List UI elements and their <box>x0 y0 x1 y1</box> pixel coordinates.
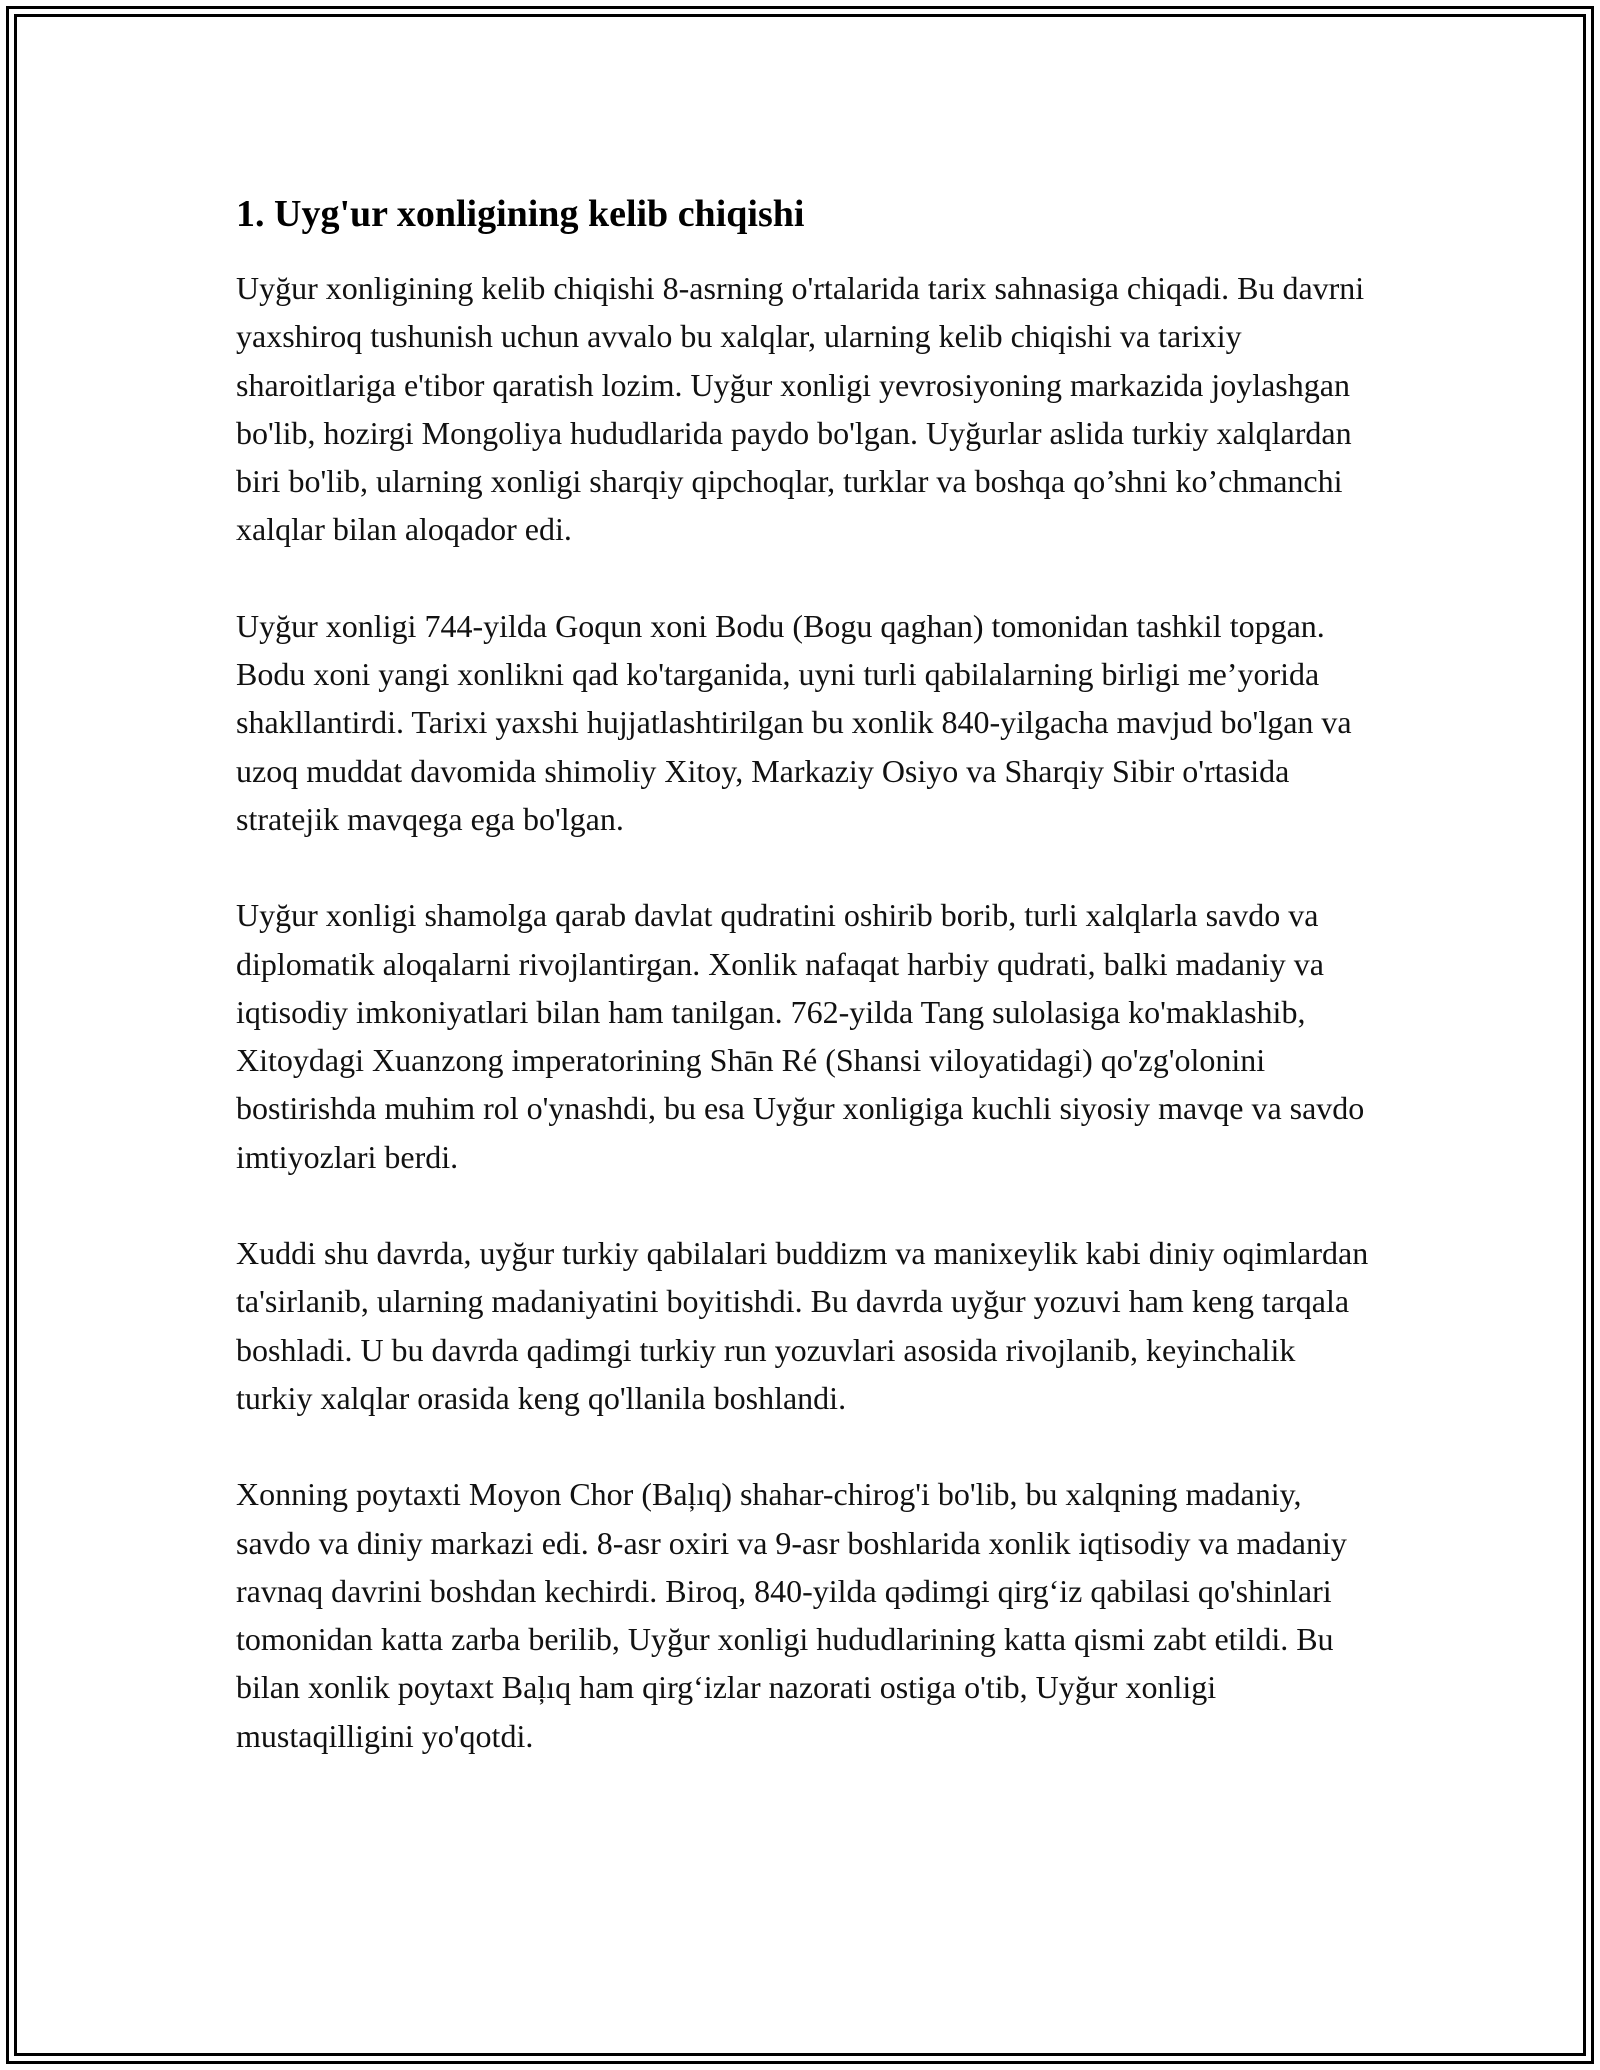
paragraph-1: Uyğur xonligining kelib chiqishi 8-asrning o'rtalarida tarix sahnasiga chiqadi. Bu davrni yaxshiroq tushunish uchun avvalo bu xalqlar, ularning kelib chiqishi va tarixiy sharoitlariga e'tibor qaratish lozim. Uyğur xonligi yevrosiyoning markazida joylashgan bo'lib, hozirgi Mongoliya hududlarida paydo bo'lgan. Uyğurlar aslida turkiy xalqlardan biri bo'lib, ularning xonligi sharqiy qipchoqlar, turklar va boshqa qo’shni ko’chmanchi xalqlar bilan aloqador edi. <box>236 270 1365 548</box>
section-heading: 1. Uyg'ur xonligining kelib chiqishi <box>236 193 805 235</box>
paragraph-5: Xonning poytaxti Moyon Chor (Baļıq) shahar-chirog'i bo'lib, bu xalqning madaniy, savdo va diniy markazi edi. 8-asr oxiri va 9-asr boshlarida xonlik iqtisodiy va madaniy ravnaq davrini boshdan kechirdi. Biroq, 840-yilda qədimgi qirg‘iz qabilasi qo'shinlari tomonidan katta zarba berilib, Uyğur xonligi hududlarining katta qismi zabt etildi. Bu bilan xonlik poytaxt Baļıq ham qirg‘izlar nazorati ostiga o'tib, Uyğur xonligi mustaqilligini yo'qotdi. <box>236 1476 1347 1754</box>
paragraph-2: Uyğur xonligi 744-yilda Goqun xoni Bodu (Bogu qaghan) tomonidan tashkil topgan. Bodu xoni yangi xonlikni qad ko'targanida, uyni turli qabilalarning birligi me’yorida shakllantirdi. Tarixi yaxshi hujjatlashtirilgan bu xonlik 840-yilgacha mavjud bo'lgan va uzoq muddat davomida shimoliy Xitoy, Markaziy Osiyo va Sharqiy Sibir o'rtasida stratejik mavqega ega bo'lgan. <box>236 607 1352 837</box>
paragraph-4: Xuddi shu davrda, uyğur turkiy qabilalari buddizm va manixeylik kabi diniy oqimlardan ta'sirlanib, ularning madaniyatini boyitishdi. Bu davrda uyğur yozuvi ham keng tarqala boshladi. U bu davrda qadimgi turkiy run yozuvlari asosida rivojlanib, keyinchalik turkiy xalqlar orasida keng qo'llanila boshlandi. <box>236 1235 1369 1416</box>
document-body <box>236 186 1376 1808</box>
paragraph-3: Uyğur xonligi shamolga qarab davlat qudratini oshirib borib, turli xalqlarla savdo va diplomatik aloqalarni rivojlantirgan. Xonlik nafaqat harbiy qudrati, balki madaniy va iqtisodiy imkoniyatlari bilan ham tanilgan. 762-yilda Tang sulolasiga ko'maklashib, Xitoydagi Xuanzong imperatorining Shān Ré (Shansi viloyatidagi) qo'zg'olonini bostirishda muhim rol o'ynashdi, bu esa Uyğur xonligiga kuchli siyosiy mavqe va savdo imtiyozlari berdi. <box>236 897 1365 1175</box>
